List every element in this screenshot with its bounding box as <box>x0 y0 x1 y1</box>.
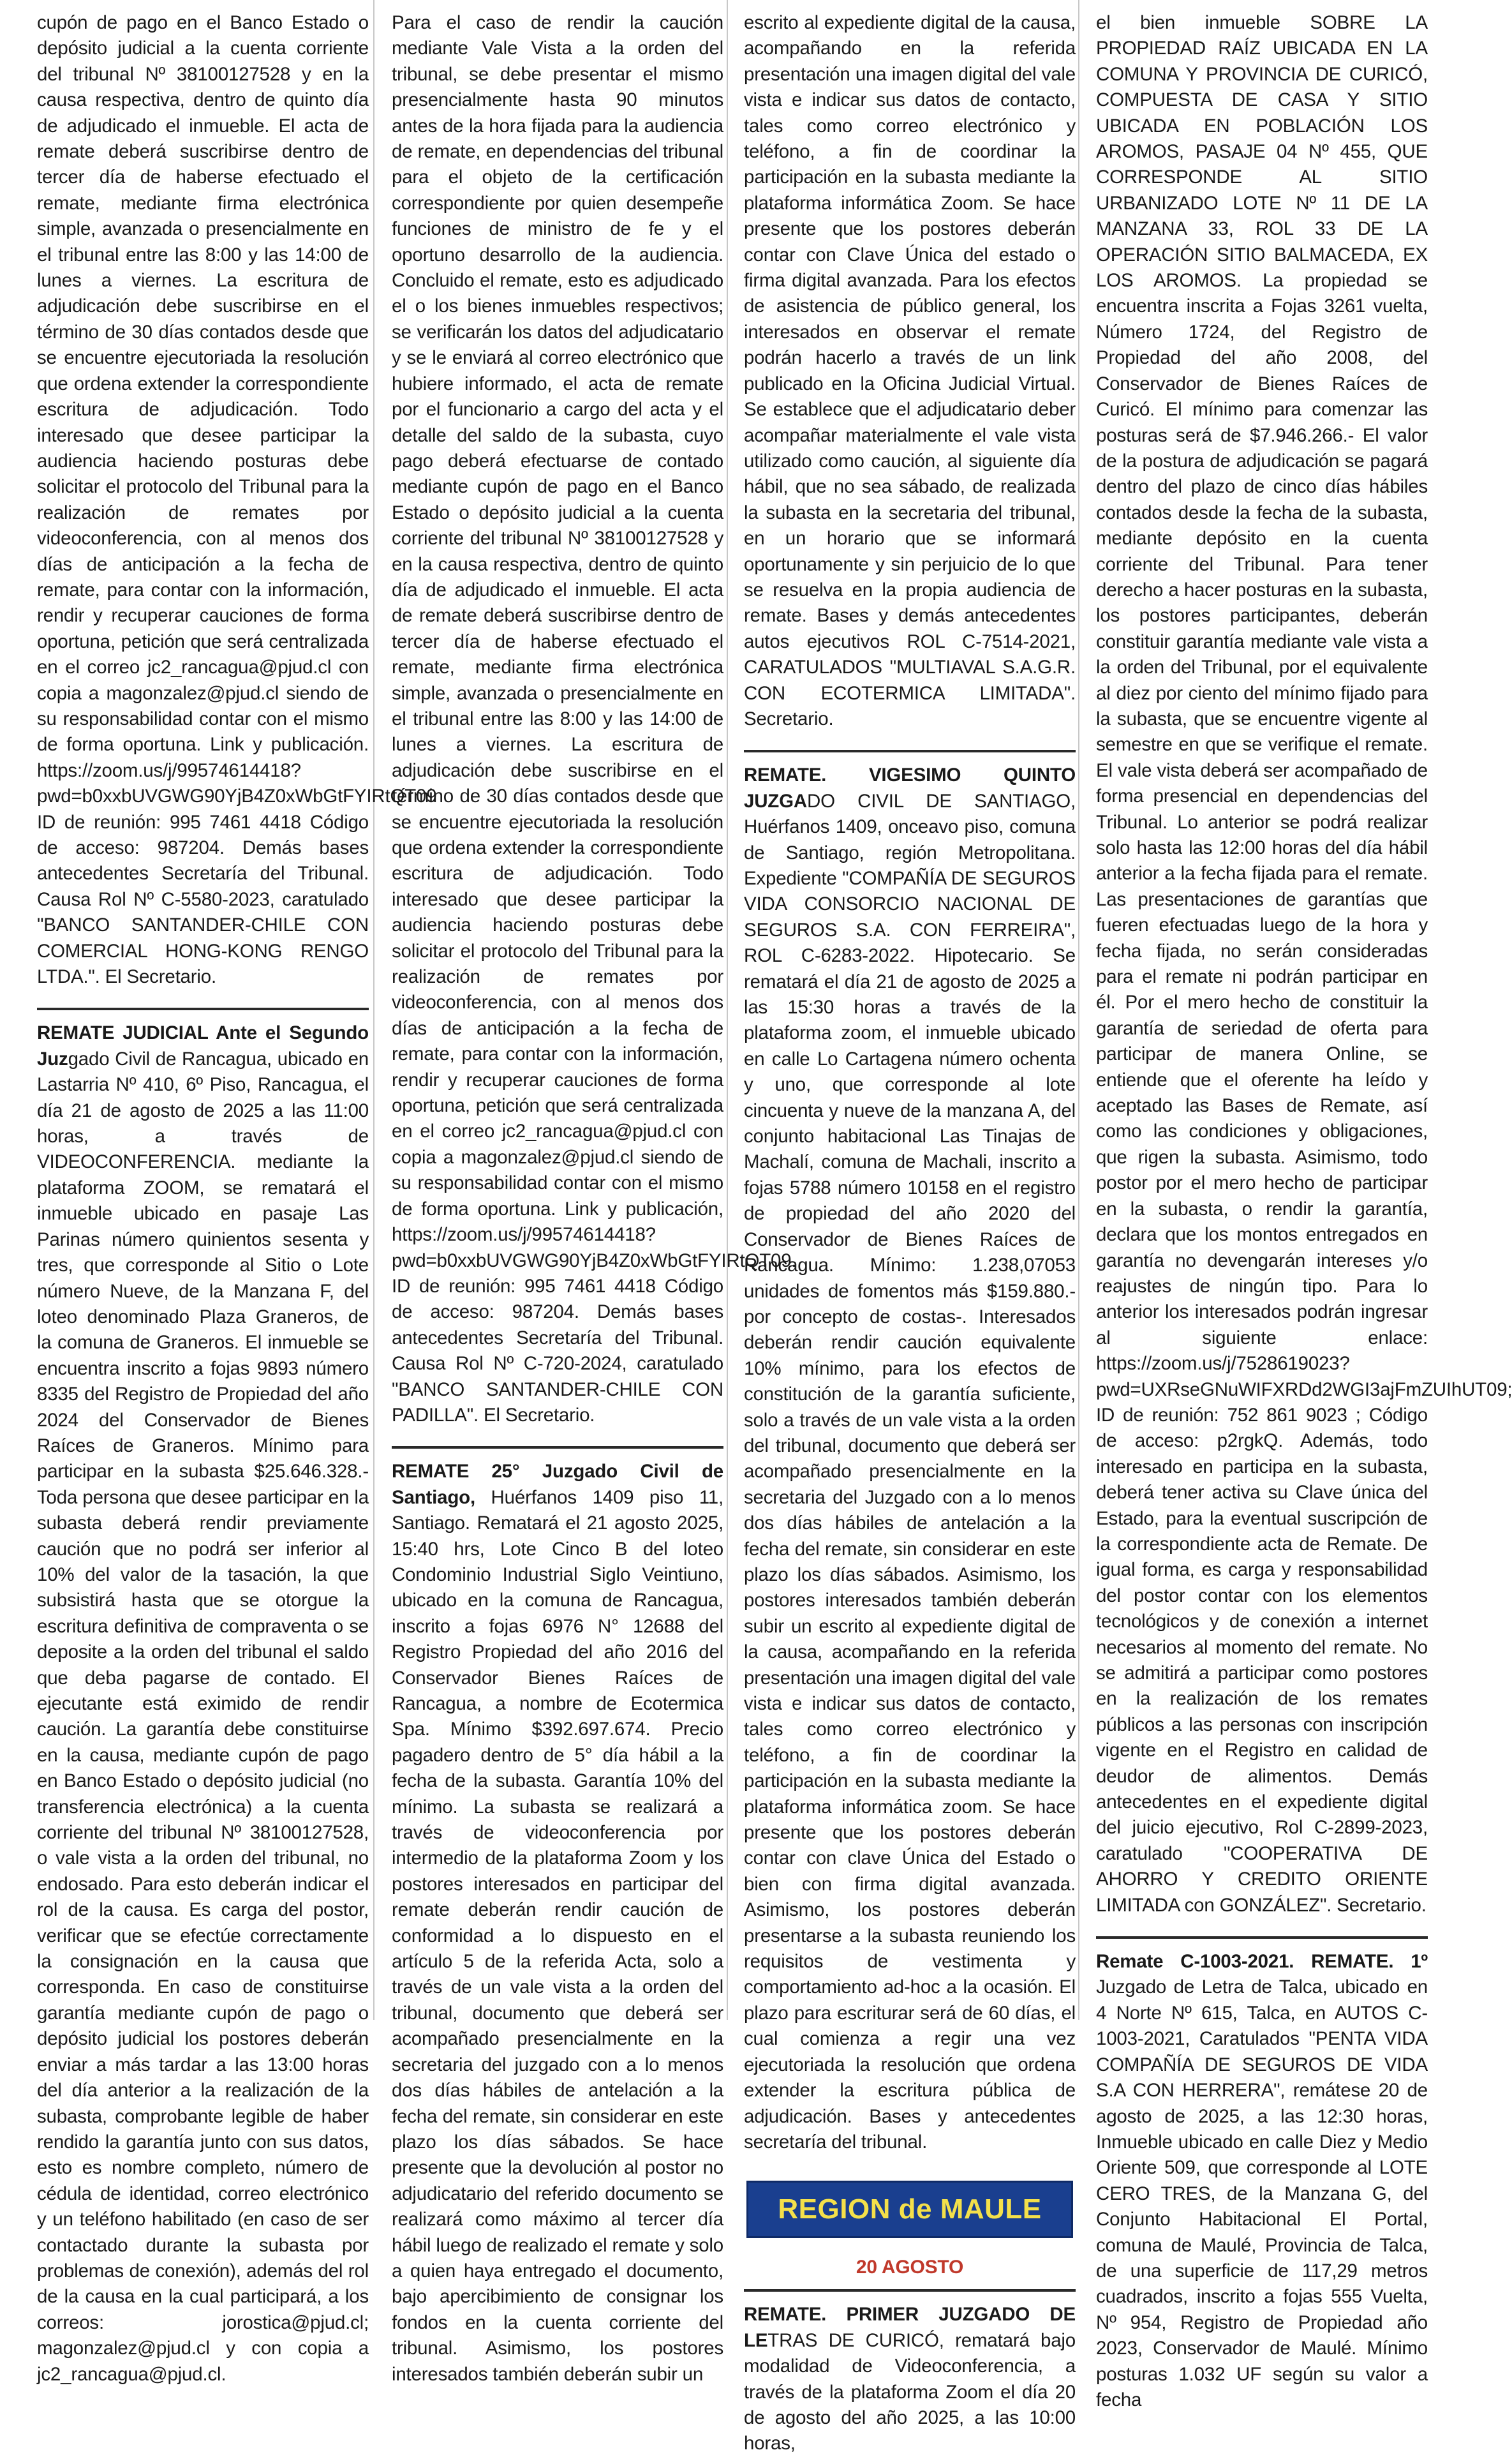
notice-continuation: el bien inmueble SOBRE LA PROPIEDAD RAÍZ UBICADA EN LA COMUNA Y PROVINCIA DE CURICÓ, COMPUESTA DE CASA Y SITIO UBICADA EN POBLACIÓN LOS AROMOS, PASAJE 04 Nº 455, QUE CORRESPONDE AL SITIO URBANIZADO LOTE Nº 11 DE LA MANZANA 33, ROL 33 DE LA OPERACIÓN SITIO BALMACEDA, EX LOS AROMOS. La propiedad se encuentra inscrita a Fojas 3261 vuelta, Número 1724, del Registro de Propiedad del año 2008, del Conservador de Bienes Raíces de Curicó. El mínimo para comenzar las posturas será de $7.946.266.- El valor de la postura de adjudicación se pagará dentro del plazo de cinco días hábiles contados desde la fecha de la subasta, mediante depósito en la cuenta corriente del Tribunal. Para tener derecho a hacer posturas en la subasta, los postores participantes, deberán constituir garantía mediante vale vista a la orden del Tribunal, por el equivalente al diez por ciento del mínimo fijado para la subasta, que se encuentre vigente al semestre en que se verifique el remate. El vale vista deberá ser acompañado de forma presencial en dependencias del Tribunal. Lo anterior se podrá realizar solo hasta las 12:00 horas del día hábil anterior a la fecha fijada para el remate. Las presentaciones de garantías que fueren efectuadas luego de la hora y fecha fijada, no serán consideradas para el remate ni podrán participar en él. Por el mero hecho de constituir la garantía de seriedad de oferta para participar de manera Online, se entiende que el oferente ha leído y aceptado las Bases de Remate, así como las condiciones y obligaciones, que rigen la subasta. Asimismo, todo postor por el mero hecho de participar en la subasta, o rendir la garantía, declara que los montos entregados en garantía no devengarán intereses y/o reajustes de ningún tipo. Para lo anterior los interesados podrán ingresar al siguiente enlace: https://zoom.us/j/7528619023?pwd=UXRseGNuWIFXRDd2WGI3ajFmZUIhUT09; ID de reunión: 752 861 9023 ; Código de acceso: p2rgkQ. Además, todo interesado en participa en la subasta, deberá tener activa su Clave única del Estado, para la eventual suscripción de la correspondiente acta de Remate. De igual forma, es carga y responsabilidad del postor contar con los elementos tecnológicos y de conexión a internet necesarios al momento del remate. No se admitirá a participar como postores en la realización de los remates públicos a las personas con inscripción vigente en el Registro en calidad de deudor de alimentos. Demás antecedentes en el expediente digital del juicio ejecutivo, Rol C-2899-2023, caratulado "COOPERATIVA DE AHORRO Y CREDITO ORIENTE LIMITADA con GONZÁLEZ". Secretario. <box>1096 12 1512 1916</box>
column-4 <box>1096 10 1512 2410</box>
notice-separator <box>1096 1936 1428 1939</box>
notice-body: DO CIVIL DE SANTIAGO, Huérfanos 1409, onceavo piso, comuna de Santiago, región Metropolitana. Expediente "COMPAÑÍA DE SEGUROS VIDA CONSORCIO NACIONAL DE SEGUROS S.A. CON FERREIRA", ROL C-6283-2022. Hipotecario. Se rematará el día 21 de agosto de 2025 a las 15:30 horas a través de la plataforma zoom, el inmueble ubicado en calle Lo Cartagena número ochenta y uno, que corresponde al lote cincuenta y nueve de la manzana A, del conjunto habitacional Las Tinajas de Machalí, comuna de Machali, inscrito a fojas 5788 número 10158 en el registro de propiedad del año 2020 del Conservador de Bienes Raíces de Rancagua. Mínimo: 1.238,07053 unidades de fomentos más $159.880.- por concepto de costas-. Interesados deberán rendir caución equivalente 10% mínimo, para los efectos de constitución de la garantía suficiente, solo a través de un vale vista a la orden del tribunal, documento que deberá ser acompañado presencialmente en la secretaria del Juzgado con a lo menos dos días hábiles de antelación a la fecha del remate, sin considerar en este plazo los días sábados. Asimismo, los postores interesados también deberán subir un escrito al expediente digital de la causa, acompañando en la referida presentación una imagen digital del vale vista e indicar sus datos de contacto, tales como correo electrónico y teléfono, a fin de coordinar la participación en la subasta mediante la plataforma informática zoom. Se hace presente que los postores deberán contar con clave Única del Estado o bien con firma digital avanzada. Asimismo, los postores deberán presentarse a la subasta reuniendo los requisitos de vestimenta y comportamiento ad-hoc a la ocasión. El plazo para escriturar será de 60 días, el cual comienza a regir una vez ejecutoriada la resolución que ordena extender la escritura pública de adjudicación. Bases y antecedentes secretaría del tribunal. <box>744 790 1076 2153</box>
column-divider <box>1078 0 1079 2020</box>
notice-remate-25-juzgado <box>392 1459 723 2387</box>
section-date: 20 AGOSTO <box>856 2257 964 2278</box>
column-3 <box>744 10 1076 2454</box>
notice-body: Huérfanos 1409 piso 11, Santiago. Rematará el 21 agosto 2025, 15:40 hrs, Lote Cinco B del loteo Condominio Industrial Siglo Veintiuno, ubicado en la comuna de Rancagua, inscrito a fojas 6976 N° 12688 del Registro Propiedad del año 2016 del Conservador Bienes Raíces de Rancagua, a nombre de Ecotermica Spa. Mínimo $392.697.674. Precio pagadero dentro de 5° día hábil a la fecha de la subasta. Garantía 10% del mínimo. La subasta se realizará a través de videoconferencia por intermedio de la plataforma Zoom y los postores interesados en participar del remate deberán rendir caución de conformidad a lo dispuesto en el artículo 5 de la referida Acta, solo a través de un vale vista a la orden del tribunal, documento que deberá ser acompañado presencialmente en la secretaria del juzgado con a lo menos dos días hábiles de antelación a la fecha del remate, sin considerar en este plazo los días sábados. Se hace presente que la devolución al postor no adjudicatario del referido documento se realizará como máximo al tercer día hábil luego de realizado el remate y solo a quien haya entregado el documento, bajo apercibimiento de consignar los fondos en la cuenta corriente del tribunal. Asimismo, los postores interesados también deberán subir un <box>392 1486 723 2385</box>
notice-continuation: Para el caso de rendir la caución mediante Vale Vista a la orden del tribunal, se debe presentar el mismo presencialmente hasta 90 minutos antes de la hora fijada para la audiencia de remate, en dependencias del tribunal para el objeto de la certificación correspondiente por quien desempeñe funciones de ministro de fe y el oportuno desarrollo de la audiencia. Concluido el remate, esto es adjudicado el o los bienes inmuebles respectivos; se verificarán los datos del adjudicatario y se le enviará al correo electrónico que hubiere informado, el acta de remate por el funcionario a cargo del acta y el detalle del saldo de la subasta, cuyo pago deberá efectuarse de contado mediante cupón de pago en el Banco Estado o depósito judicial a la cuenta corriente del tribunal Nº 38100127528 y en la causa respectiva, dentro de quinto día de adjudicado el inmueble. El acta de remate deberá suscribirse dentro de tercer día de haberse efectuado el remate, mediante firma electrónica simple, avanzada o presencialmente en el tribunal entre las 8:00 y las 14:00 de lunes a viernes. La escritura de adjudicación debe suscribirse en el término de 30 días contados desde que se encuentre ejecutoriada la resolución que ordena extender la correspondiente escritura de adjudicación. Todo interesado que desee participar la audiencia haciendo posturas debe solicitar el protocolo del Tribunal para la realización de remates por videoconferencia, con al menos dos días de anticipación a la fecha de remate, para contar con la información, rendir y recuperar cauciones de forma oportuna, petición que será centralizada en el correo jc2_rancagua@pjud.cl con copia a magonzalez@pjud.cl siendo de su responsabilidad contar con el mismo de forma oportuna. Link y publicación, https://zoom.us/j/99574614418?pwd=b0xxbUVGWG90YjB4Z0xWbGtFYIRtQT09. ID de reunión: 995 7461 4418 Código de acceso: 987204. Demás bases antecedentes Secretaría del Tribunal. Causa Rol Nº C-720-2024, caratulado "BANCO SANTANDER-CHILE CON PADILLA". El Secretario. <box>392 12 797 1426</box>
notice-heading: REMATE. PRIMER JUZGADO DE LE <box>744 2304 1076 2351</box>
notice-continuation: escrito al expediente digital de la causa, acompañando en la referida presentación una imagen digital del vale vista e indicar sus datos de contacto, tales como correo electrónico y teléfono, a fin de coordinar la participación en la subasta mediante la plataforma informática Zoom. Se hace presente que los postores deberán contar con Clave Única del estado o firma digital avanzada. Para los efectos de asistencia de público general, los interesados en observar el remate podrán hacerlo a través de un link publicado en la Oficina Judicial Virtual. Se establece que el adjudicatario deber acompañar materialmente el vale vista utilizado como caución, al siguiente día hábil, que no sea sábado, de realizada la subasta en la secretaria del tribunal, en un horario que se informará oportunamente y sin perjuicio de lo que se resuelva en la propia audiencia de remate. Bases y demás antecedentes autos ejecutivos ROL C-7514-2021, CARATULADOS "MULTIAVAL S.A.G.R. CON ECOTERMICA LIMITADA". Secretario. <box>744 12 1076 729</box>
notice-separator <box>392 1446 723 1449</box>
notice-body: Juzgado de Letra de Talca, ubicado en 4 Norte Nº 615, Talca, en AUTOS C-1003-2021, Caratulados "PENTA VIDA COMPAÑÍA DE SEGUROS DE VIDA S.A CON HERRERA", remátese 20 de agosto de 2025, a las 12:30 horas, Inmueble ubicado en calle Diez y Medio Oriente 509, que corresponde al LOTE CERO TRES, de la Manzana G, del Conjunto Habitacional El Portal, comuna de Maulé, Provincia de Talca, de una superficie de 117,29 metros cuadrados, inscrito a fojas 555 Vuelta, Nº 954, Registro de Propiedad año 2023, Conservador de Maulé. Mínimo posturas 1.032 UF según su valor a fecha <box>1096 1976 1428 2410</box>
notice-remate-talca <box>1096 1949 1428 2413</box>
column-1 <box>37 10 437 2385</box>
notice-remate-judicial-rancagua <box>37 1020 369 2387</box>
region-banner: REGION de MAULE <box>746 2181 1073 2238</box>
notice-continuation: cupón de pago en el Banco Estado o depósito judicial a la cuenta corriente del tribunal Nº 38100127528 y en la causa respectiva, dentro de quinto día de adjudicado el inmueble. El acta de remate deberá suscribirse dentro de tercer día de haberse efectuado el remate, mediante firma electrónica simple, avanzada o presencialmente en el tribunal entre las 8:00 y las 14:00 de lunes a viernes. La escritura de adjudicación debe suscribirse en el término de 30 días contados desde que se encuentre ejecutoriada la resolución que ordena extender la correspondiente escritura de adjudicación. Todo interesado que desee participar la audiencia haciendo posturas debe solicitar el protocolo del Tribunal para la realización de remates por videoconferencia, con al menos dos días de anticipación a la fecha de remate, para contar con la información, rendir y recuperar cauciones de forma oportuna, petición que será centralizada en el correo jc2_rancagua@pjud.cl con copia a magonzalez@pjud.cl siendo de su responsabilidad contar con el mismo de forma oportuna. Link y publicación. https://zoom.us/j/99574614418?pwd=b0xxbUVGWG90YjB4Z0xWbGtFYIRtQT09 ID de reunión: 995 7461 4418 Código de acceso: 987204. Demás bases antecedentes Secretaría del Tribunal. Causa Rol Nº C-5580-2023, caratulado "BANCO SANTANDER-CHILE CON COMERCIAL HONG-KONG RENGO LTDA.". El Secretario. <box>37 12 437 988</box>
notice-separator <box>37 1008 369 1010</box>
notice-separator <box>744 750 1076 752</box>
notice-vigesimo-quinto-juzgado <box>744 763 1076 2155</box>
notice-heading: REMATE 25° Juzgado Civil de Santiago, <box>392 1461 723 1508</box>
notice-heading: REMATE. VIGESIMO QUINTO JUZGA <box>744 765 1076 812</box>
notice-body: gado Civil de Rancagua, ubicado en Lastarria Nº 410, 6º Piso, Rancagua, el día 21 de agosto de 2025 a las 11:00 horas, a través de VIDEOCONFERENCIA. mediante la plataforma ZOOM, se rematará el inmueble ubicado en pasaje Las Parinas número quinientos sesenta y tres, que corresponde al Sitio o Lote número Nueve, de la Manzana F, del loteo denominado Plaza Graneros, de la comuna de Graneros. El inmueble se encuentra inscrito a fojas 9893 número 8335 del Registro de Propiedad del año 2024 del Conservador de Bienes Raíces de Graneros. Mínimo para participar en la subasta $25.646.328.- Toda persona que desee participar en la subasta deberá rendir previamente caución que no podrá ser inferior al 10% del valor de la tasación, la que subsistirá hasta que se otorgue la escritura definitiva de compraventa o se deposite a la orden del tribunal el saldo que deba pagarse de contado. El ejecutante está eximido de rendir caución. La garantía debe constituirse en la causa, mediante cupón de pago en Banco Estado o depósito judicial (no transferencia electrónica) a la cuenta corriente del tribunal Nº 38100127528, o vale vista a la orden del tribunal, no endosado. Para esto deberán indicar el rol de la causa. Es carga del postor, verificar que se efectúe correctamente la consignación en la causa que corresponda. En caso de constituirse garantía mediante cupón de pago o depósito judicial los postores deberán enviar a más tardar a las 13:00 horas del día anterior a la realización de la subasta, comprobante legible de haber rendido la garantía junto con sus datos, esto es nombre completo, número de cédula de identidad, correo electrónico y un teléfono habilitado (en caso de ser contactado durante la subasta por problemas de conexión), además del rol de la causa en la cual participará, a los correos: jorostica@pjud.cl; magonzalez@pjud.cl y con copia a jc2_rancagua@pjud.cl. <box>37 1048 369 2385</box>
column-divider <box>373 0 374 2020</box>
column-divider <box>727 0 728 2020</box>
notice-heading: Remate C-1003-2021. REMATE. 1º <box>1096 1951 1428 1973</box>
notice-heading: REMATE JUDICIAL Ante el Segundo Juz <box>37 1022 369 1070</box>
column-2 <box>392 10 797 2385</box>
notice-separator <box>744 2289 1076 2292</box>
notice-primer-juzgado-curico <box>744 2302 1076 2456</box>
notice-body: TRAS DE CURICÓ, rematará bajo modalidad de Videoconferencia, a través de la plataforma Zoom el día 20 de agosto del año 2025, a las 10:00 horas, <box>744 2329 1076 2454</box>
